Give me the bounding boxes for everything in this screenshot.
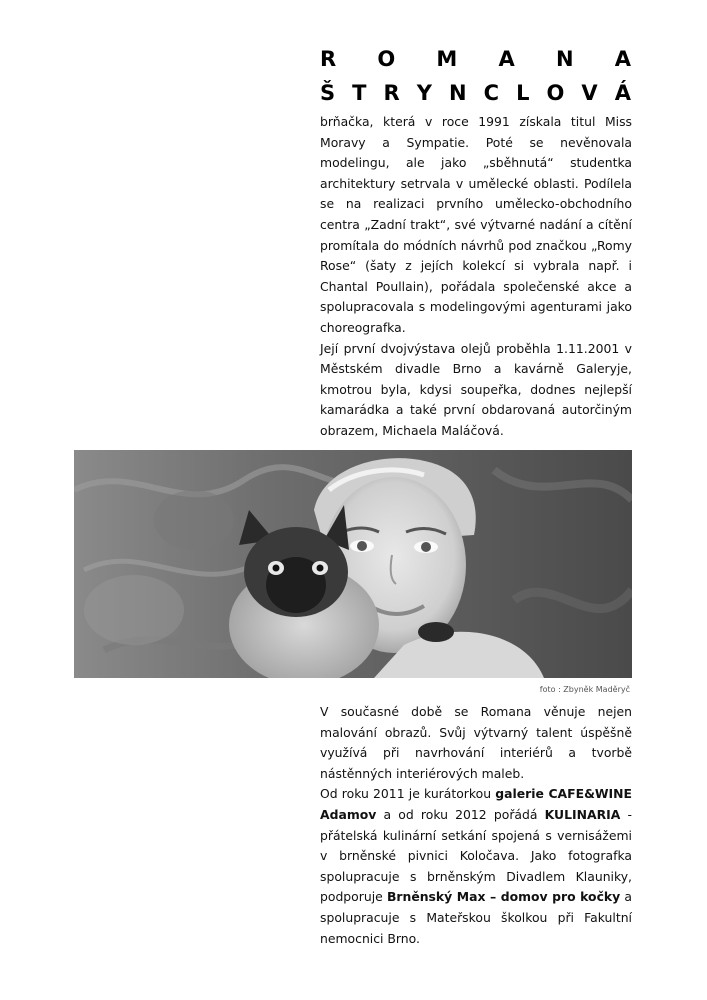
current-text — [320, 702, 632, 949]
text-segment: a spolupracuje s Mateřskou školkou při Fakultní nemocnici Brno. — [320, 889, 632, 946]
text-segment: a od roku 2012 pořádá — [376, 806, 545, 822]
portrait-photo — [74, 450, 632, 678]
title-first-name: R O M A N A — [320, 47, 633, 71]
event-name: KULINARIA — [544, 806, 621, 822]
intro-paragraph-2: Její první dvojvýstava olejů proběhla 1.11.2001 v Městském divadle Brno a kavárně Galeryje, kmotrou byla, kdysi soupeřka, dodnes nejlepší kamarádka a také první obdarovaná autorčiným obrazem, Michaela Maláčová. — [320, 340, 632, 438]
current-paragraph-1: V současné době se Romana věnuje nejen malování obrazů. Svůj výtvarný talent úspěšně využívá při navrhování interiérů a tvorbě nástěnných interiérových maleb. — [320, 704, 632, 781]
text-segment: - přátelská kulinární setkání spojená s vernisážemi v brněnské pivnici Koločava. Jako fotografka spolupracuje s brněnským Divadlem Klauniky, podporuje — [320, 806, 632, 905]
shelter-name: Brněnský Max – domov pro kočky — [386, 889, 621, 905]
current-paragraph-2 — [320, 784, 632, 949]
photo-caption: foto : Zbyněk Maděryč — [539, 685, 630, 694]
title-last-name: Š T R Y N C L O V Á — [320, 81, 633, 105]
gallery-name: galerie CAFE&WINE Adamov — [320, 786, 632, 822]
intro-text — [320, 112, 632, 442]
intro-paragraph-1: brňačka, která v roce 1991 získala titul Miss Moravy a Sympatie. Poté se nevěnovala modelingu, ale jako „sběhnutá“ studentka architektury setrvala v umělecké oblasti. Podílela se na realizaci prvního umělecko-obchodního centra „Zadní trakt“, své výtvarné nadání a cítění promítala do módních návrhů pod značkou „Romy Rose“ (šaty z jejích kolekcí si vybrala např. i Chantal Poullain), pořádala společenské akce a spolupracovala s modelingovými agenturami jako choreografka. — [320, 114, 632, 335]
text-segment: Od roku 2011 je kurátorkou — [320, 786, 496, 802]
